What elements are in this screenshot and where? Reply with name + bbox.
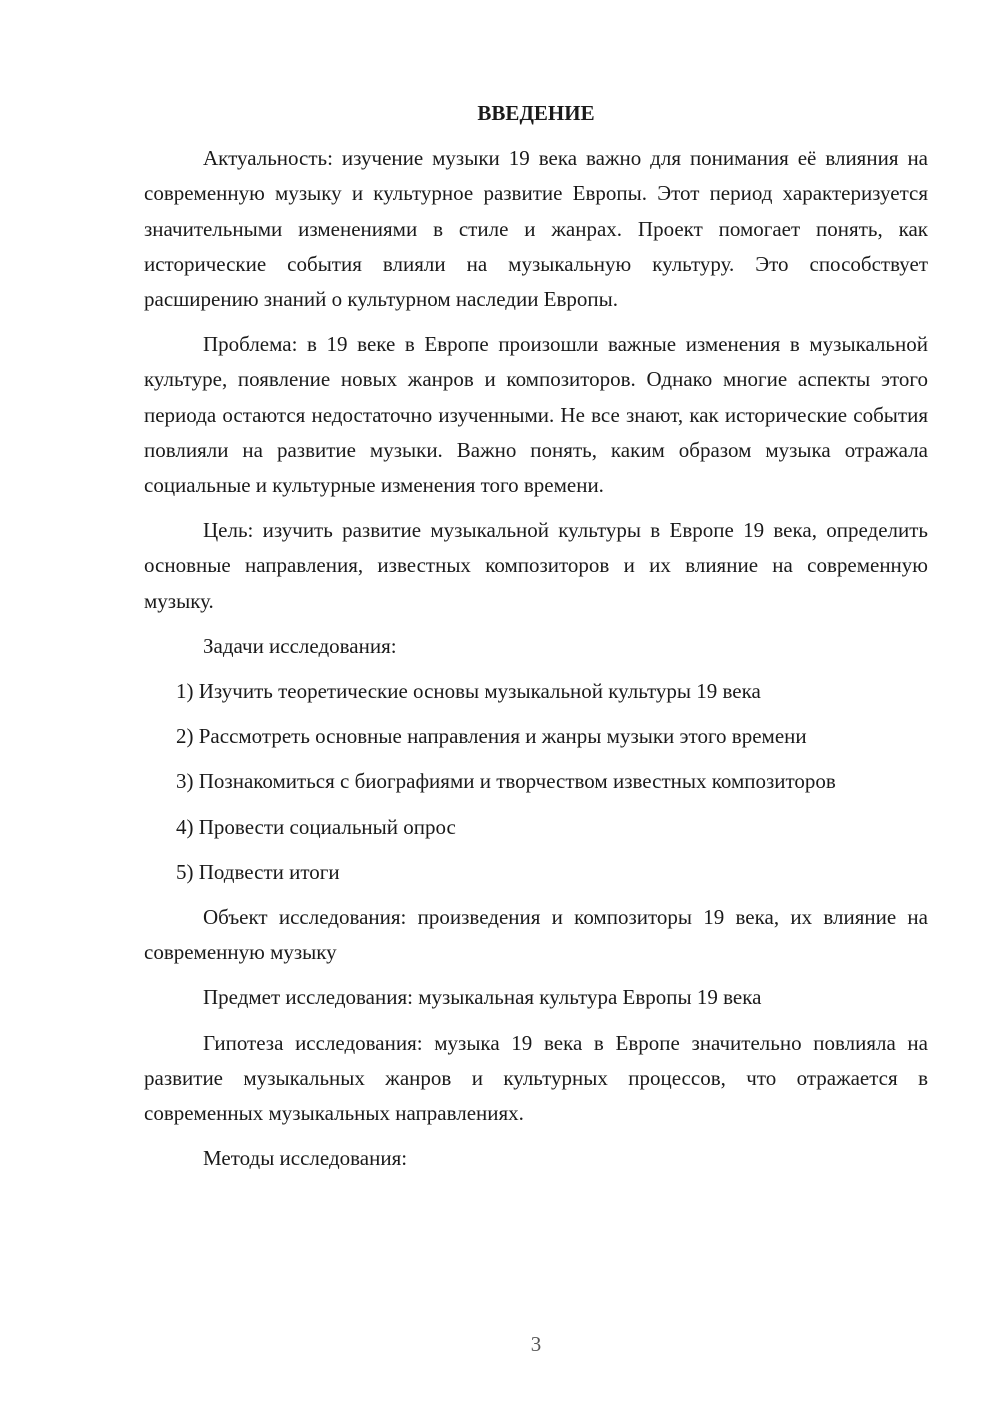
problem-paragraph: Проблема: в 19 веке в Европе произошли важные изменения в музыкальной культуре, появление новых жанров и композиторов. Однако многие аспекты этого периода остаются недостаточно изученными. Не все знают, как исторические события повлияли на развитие музыки. Важно понять, каким образом музыка отражала социальные и культурные изменения того времени. [144, 332, 928, 498]
page-number: 3 [530, 1332, 542, 1356]
relevance-paragraph: Актуальность: изучение музыки 19 века важно для понимания её влияния на современную музыку и культурное развитие Европы. Этот период характеризуется значительными изменениями в стиле и жанрах. Проект помогает понять, как исторические события влияли на музыкальную культуру. Это способствует расширению знаний о культурном наследии Европы. [144, 146, 928, 312]
document-page [144, 96, 928, 1186]
task-item: 5) Подвести итоги [176, 859, 340, 884]
task-item: 4) Провести социальный опрос [176, 814, 456, 839]
methods-heading: Методы исследования: [203, 1146, 408, 1171]
object-paragraph: Объект исследования: произведения и композиторы 19 века, их влияние на современную музыку [144, 905, 928, 965]
task-item: 1) Изучить теоретические основы музыкальной культуры 19 века [176, 679, 761, 704]
task-item: 3) Познакомиться с биографиями и творчеством известных композиторов [176, 769, 836, 794]
tasks-heading: Задачи исследования: [203, 633, 397, 658]
subject-paragraph: Предмет исследования: музыкальная культура Европы 19 века [203, 985, 762, 1010]
hypothesis-paragraph: Гипотеза исследования: музыка 19 века в Европе значительно повлияла на развитие музыкальных жанров и культурных процессов, что отражается в современных музыкальных направлениях. [144, 1030, 928, 1126]
section-title: ВВЕДЕНИЕ [477, 101, 595, 125]
task-item: 2) Рассмотреть основные направления и жанры музыки этого времени [176, 724, 807, 749]
goal-paragraph: Цель: изучить развитие музыкальной культуры в Европе 19 века, определить основные направления, известных композиторов и их влияние на современную музыку. [144, 518, 928, 613]
